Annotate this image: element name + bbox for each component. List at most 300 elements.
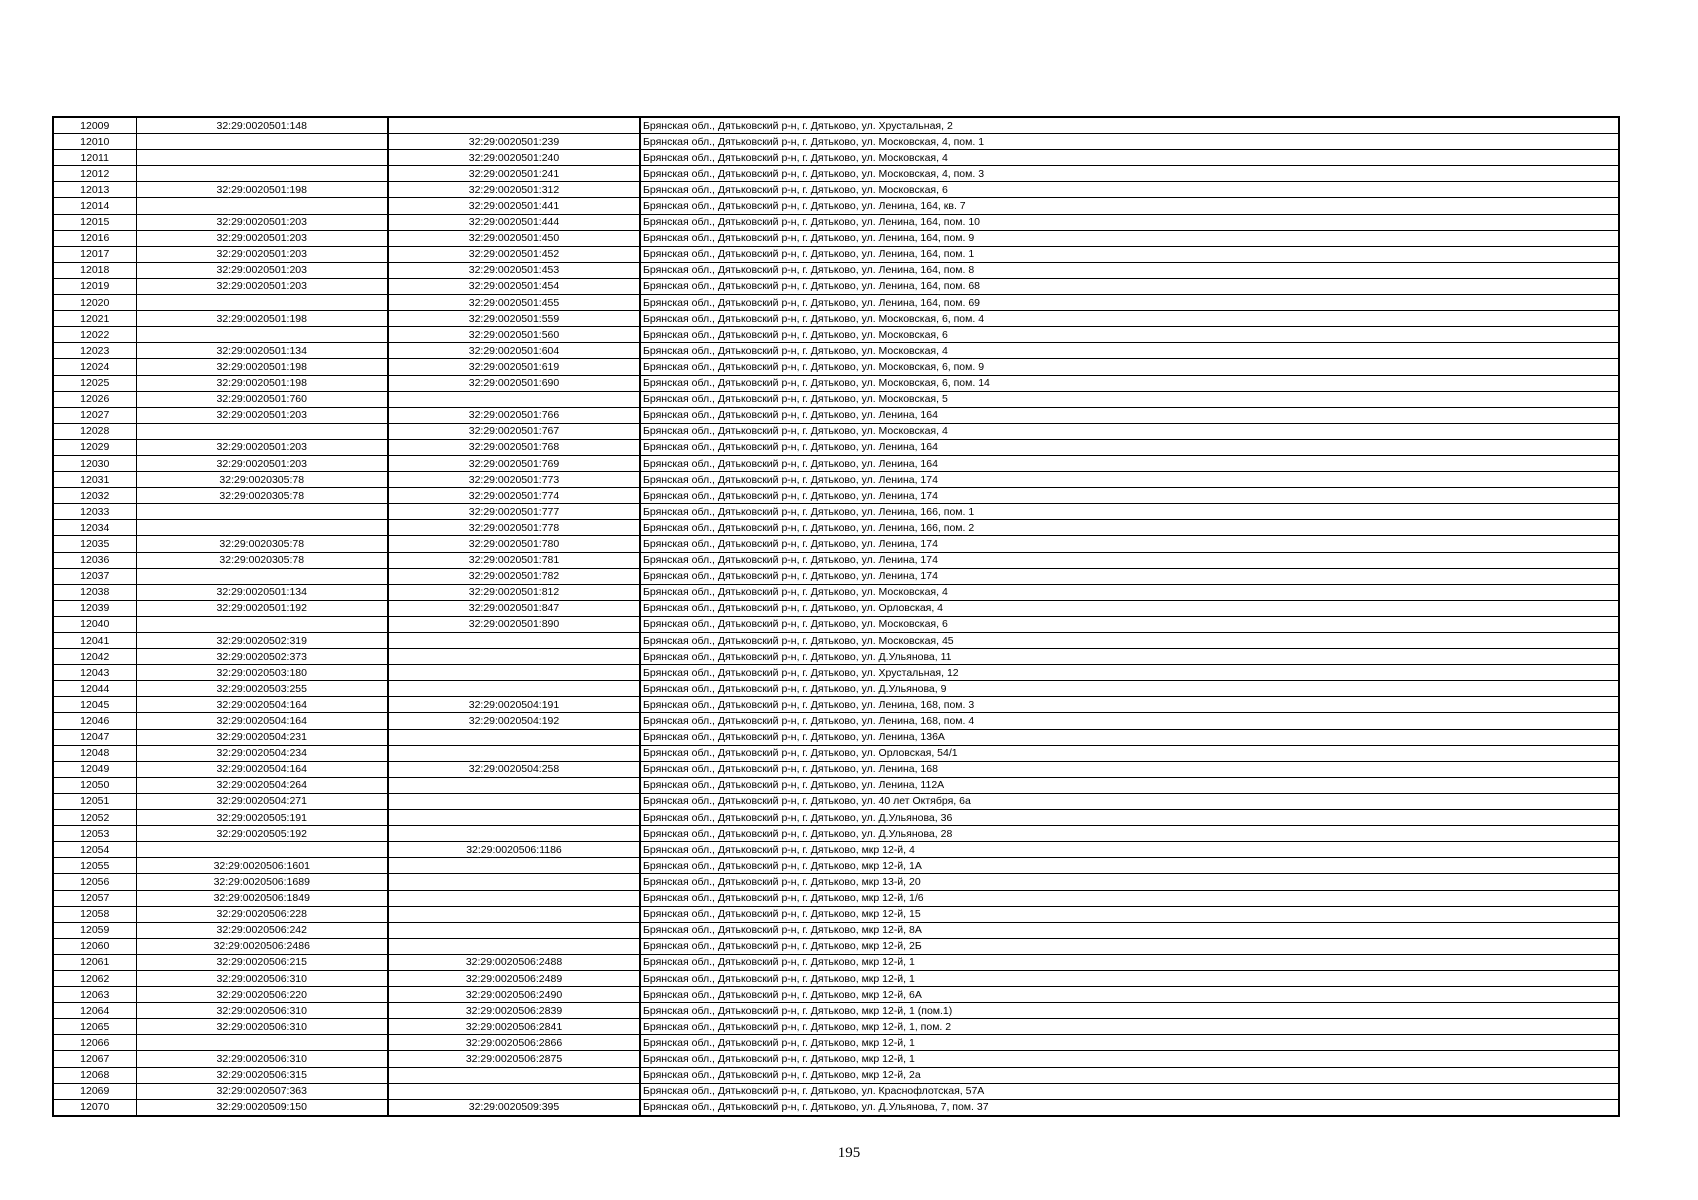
object-number-cell: 32:29:0020506:2489 bbox=[388, 970, 640, 986]
row-number-cell: 12050 bbox=[53, 777, 136, 793]
table-row bbox=[53, 665, 1619, 681]
parcel-number-cell: 32:29:0020501:148 bbox=[136, 117, 388, 134]
parcel-number-cell: 32:29:0020505:191 bbox=[136, 810, 388, 826]
table-row bbox=[53, 311, 1619, 327]
object-number-cell: 32:29:0020504:258 bbox=[388, 761, 640, 777]
row-number-cell: 12034 bbox=[53, 520, 136, 536]
row-number-cell: 12011 bbox=[53, 150, 136, 166]
row-number-cell: 12051 bbox=[53, 793, 136, 809]
object-number-cell bbox=[388, 665, 640, 681]
address-cell: Брянская обл., Дятьковский р-н, г. Дятьково, мкр 12-й, 1 bbox=[640, 1035, 1619, 1051]
row-number-cell: 12042 bbox=[53, 649, 136, 665]
parcel-number-cell: 32:29:0020506:242 bbox=[136, 922, 388, 938]
table-row bbox=[53, 633, 1619, 649]
table-row bbox=[53, 1067, 1619, 1083]
address-cell: Брянская обл., Дятьковский р-н, г. Дятьково, ул. Ленина, 174 bbox=[640, 488, 1619, 504]
address-cell: Брянская обл., Дятьковский р-н, г. Дятьково, мкр 12-й, 1 (пом.1) bbox=[640, 1003, 1619, 1019]
address-cell: Брянская обл., Дятьковский р-н, г. Дятьково, ул. Орловская, 54/1 bbox=[640, 745, 1619, 761]
parcel-number-cell: 32:29:0020504:164 bbox=[136, 713, 388, 729]
row-number-cell: 12014 bbox=[53, 198, 136, 214]
row-number-cell: 12009 bbox=[53, 117, 136, 134]
table-row bbox=[53, 616, 1619, 632]
parcel-number-cell: 32:29:0020501:203 bbox=[136, 214, 388, 230]
parcel-number-cell: 32:29:0020502:373 bbox=[136, 649, 388, 665]
address-cell: Брянская обл., Дятьковский р-н, г. Дятьково, ул. Московская, 6, пом. 14 bbox=[640, 375, 1619, 391]
table-row bbox=[53, 906, 1619, 922]
address-cell: Брянская обл., Дятьковский р-н, г. Дятьково, ул. Ленина, 164, пом. 1 bbox=[640, 246, 1619, 262]
table-row bbox=[53, 182, 1619, 198]
row-number-cell: 12022 bbox=[53, 327, 136, 343]
address-cell: Брянская обл., Дятьковский р-н, г. Дятьково, мкр 12-й, 1 bbox=[640, 954, 1619, 970]
parcel-number-cell: 32:29:0020305:78 bbox=[136, 488, 388, 504]
row-number-cell: 12018 bbox=[53, 262, 136, 278]
object-number-cell: 32:29:0020501:781 bbox=[388, 552, 640, 568]
address-cell: Брянская обл., Дятьковский р-н, г. Дятьково, ул. Московская, 4 bbox=[640, 343, 1619, 359]
address-cell: Брянская обл., Дятьковский р-н, г. Дятьково, ул. Ленина, 164, пом. 8 bbox=[640, 262, 1619, 278]
row-number-cell: 12035 bbox=[53, 536, 136, 552]
row-number-cell: 12048 bbox=[53, 745, 136, 761]
parcel-number-cell: 32:29:0020502:319 bbox=[136, 633, 388, 649]
object-number-cell: 32:29:0020504:191 bbox=[388, 697, 640, 713]
row-number-cell: 12068 bbox=[53, 1067, 136, 1083]
table-row bbox=[53, 343, 1619, 359]
object-number-cell: 32:29:0020506:2875 bbox=[388, 1051, 640, 1067]
address-cell: Брянская обл., Дятьковский р-н, г. Дятьково, ул. Ленина, 168 bbox=[640, 761, 1619, 777]
table-row bbox=[53, 230, 1619, 246]
row-number-cell: 12036 bbox=[53, 552, 136, 568]
address-cell: Брянская обл., Дятьковский р-н, г. Дятьково, ул. Московская, 45 bbox=[640, 633, 1619, 649]
table-row bbox=[53, 938, 1619, 954]
parcel-number-cell: 32:29:0020506:215 bbox=[136, 954, 388, 970]
parcel-number-cell: 32:29:0020501:134 bbox=[136, 343, 388, 359]
address-cell: Брянская обл., Дятьковский р-н, г. Дятьково, ул. Ленина, 166, пом. 1 bbox=[640, 504, 1619, 520]
address-cell: Брянская обл., Дятьковский р-н, г. Дятьково, ул. Д.Ульянова, 9 bbox=[640, 681, 1619, 697]
table-row bbox=[53, 729, 1619, 745]
table-row bbox=[53, 150, 1619, 166]
table-row bbox=[53, 842, 1619, 858]
row-number-cell: 12055 bbox=[53, 858, 136, 874]
row-number-cell: 12066 bbox=[53, 1035, 136, 1051]
object-number-cell: 32:29:0020506:2488 bbox=[388, 954, 640, 970]
object-number-cell bbox=[388, 858, 640, 874]
row-number-cell: 12027 bbox=[53, 407, 136, 423]
parcel-number-cell: 32:29:0020501:198 bbox=[136, 182, 388, 198]
address-cell: Брянская обл., Дятьковский р-н, г. Дятьково, мкр 12-й, 6А bbox=[640, 987, 1619, 1003]
parcel-number-cell: 32:29:0020501:134 bbox=[136, 584, 388, 600]
object-number-cell bbox=[388, 890, 640, 906]
object-number-cell bbox=[388, 1067, 640, 1083]
row-number-cell: 12041 bbox=[53, 633, 136, 649]
object-number-cell: 32:29:0020501:312 bbox=[388, 182, 640, 198]
address-cell: Брянская обл., Дятьковский р-н, г. Дятьково, ул. Ленина, 164, кв. 7 bbox=[640, 198, 1619, 214]
parcel-number-cell: 32:29:0020501:198 bbox=[136, 359, 388, 375]
object-number-cell: 32:29:0020501:455 bbox=[388, 295, 640, 311]
address-cell: Брянская обл., Дятьковский р-н, г. Дятьково, ул. Ленина, 164, пом. 10 bbox=[640, 214, 1619, 230]
table-row bbox=[53, 455, 1619, 471]
row-number-cell: 12029 bbox=[53, 439, 136, 455]
parcel-number-cell bbox=[136, 568, 388, 584]
object-number-cell bbox=[388, 906, 640, 922]
table-row bbox=[53, 407, 1619, 423]
object-number-cell: 32:29:0020501:773 bbox=[388, 472, 640, 488]
table-row bbox=[53, 536, 1619, 552]
parcel-number-cell: 32:29:0020305:78 bbox=[136, 552, 388, 568]
address-cell: Брянская обл., Дятьковский р-н, г. Дятьково, мкр 12-й, 2Б bbox=[640, 938, 1619, 954]
table-row bbox=[53, 375, 1619, 391]
table-row bbox=[53, 745, 1619, 761]
table-row bbox=[53, 890, 1619, 906]
parcel-number-cell: 32:29:0020506:315 bbox=[136, 1067, 388, 1083]
row-number-cell: 12059 bbox=[53, 922, 136, 938]
parcel-number-cell: 32:29:0020506:220 bbox=[136, 987, 388, 1003]
address-cell: Брянская обл., Дятьковский р-н, г. Дятьково, ул. Московская, 4 bbox=[640, 423, 1619, 439]
parcel-number-cell: 32:29:0020501:203 bbox=[136, 246, 388, 262]
parcel-number-cell bbox=[136, 423, 388, 439]
table-row bbox=[53, 391, 1619, 407]
parcel-number-cell bbox=[136, 134, 388, 150]
address-cell: Брянская обл., Дятьковский р-н, г. Дятьково, ул. Д.Ульянова, 36 bbox=[640, 810, 1619, 826]
table-row bbox=[53, 117, 1619, 134]
object-number-cell bbox=[388, 810, 640, 826]
table-row bbox=[53, 134, 1619, 150]
table-row bbox=[53, 987, 1619, 1003]
row-number-cell: 12054 bbox=[53, 842, 136, 858]
address-cell: Брянская обл., Дятьковский р-н, г. Дятьково, мкр 12-й, 8А bbox=[640, 922, 1619, 938]
table-row bbox=[53, 214, 1619, 230]
address-cell: Брянская обл., Дятьковский р-н, г. Дятьково, ул. Краснофлотская, 57А bbox=[640, 1083, 1619, 1099]
row-number-cell: 12039 bbox=[53, 600, 136, 616]
object-number-cell: 32:29:0020501:453 bbox=[388, 262, 640, 278]
parcel-number-cell bbox=[136, 520, 388, 536]
parcel-number-cell: 32:29:0020504:264 bbox=[136, 777, 388, 793]
object-number-cell bbox=[388, 649, 640, 665]
row-number-cell: 12031 bbox=[53, 472, 136, 488]
table-row bbox=[53, 359, 1619, 375]
table-row bbox=[53, 488, 1619, 504]
object-number-cell: 32:29:0020501:604 bbox=[388, 343, 640, 359]
row-number-cell: 12061 bbox=[53, 954, 136, 970]
row-number-cell: 12019 bbox=[53, 278, 136, 294]
address-cell: Брянская обл., Дятьковский р-н, г. Дятьково, ул. Д.Ульянова, 28 bbox=[640, 826, 1619, 842]
address-cell: Брянская обл., Дятьковский р-н, г. Дятьково, ул. Ленина, 164, пом. 9 bbox=[640, 230, 1619, 246]
parcel-number-cell: 32:29:0020506:2486 bbox=[136, 938, 388, 954]
object-number-cell bbox=[388, 681, 640, 697]
object-number-cell: 32:29:0020501:619 bbox=[388, 359, 640, 375]
object-number-cell: 32:29:0020501:812 bbox=[388, 584, 640, 600]
parcel-number-cell: 32:29:0020506:1849 bbox=[136, 890, 388, 906]
object-number-cell: 32:29:0020501:559 bbox=[388, 311, 640, 327]
object-number-cell bbox=[388, 391, 640, 407]
object-number-cell: 32:29:0020501:890 bbox=[388, 616, 640, 632]
parcel-number-cell bbox=[136, 198, 388, 214]
parcel-number-cell: 32:29:0020501:203 bbox=[136, 439, 388, 455]
object-number-cell: 32:29:0020501:560 bbox=[388, 327, 640, 343]
object-number-cell: 32:29:0020501:768 bbox=[388, 439, 640, 455]
object-number-cell: 32:29:0020501:774 bbox=[388, 488, 640, 504]
parcel-number-cell: 32:29:0020501:198 bbox=[136, 311, 388, 327]
address-cell: Брянская обл., Дятьковский р-н, г. Дятьково, мкр 12-й, 15 bbox=[640, 906, 1619, 922]
object-number-cell: 32:29:0020501:782 bbox=[388, 568, 640, 584]
object-number-cell: 32:29:0020501:454 bbox=[388, 278, 640, 294]
object-number-cell: 32:29:0020501:690 bbox=[388, 375, 640, 391]
address-cell: Брянская обл., Дятьковский р-н, г. Дятьково, ул. Ленина, 164, пом. 68 bbox=[640, 278, 1619, 294]
table-row bbox=[53, 970, 1619, 986]
object-number-cell: 32:29:0020506:1186 bbox=[388, 842, 640, 858]
table-row bbox=[53, 520, 1619, 536]
row-number-cell: 12058 bbox=[53, 906, 136, 922]
address-cell: Брянская обл., Дятьковский р-н, г. Дятьково, ул. Ленина, 164 bbox=[640, 439, 1619, 455]
parcel-number-cell bbox=[136, 150, 388, 166]
row-number-cell: 12069 bbox=[53, 1083, 136, 1099]
table-row bbox=[53, 327, 1619, 343]
page-number: 195 bbox=[837, 1145, 861, 1161]
row-number-cell: 12023 bbox=[53, 343, 136, 359]
table-row bbox=[53, 713, 1619, 729]
object-number-cell bbox=[388, 793, 640, 809]
parcel-number-cell bbox=[136, 295, 388, 311]
address-cell: Брянская обл., Дятьковский р-н, г. Дятьково, ул. Хрустальная, 2 bbox=[640, 117, 1619, 134]
object-number-cell bbox=[388, 1083, 640, 1099]
parcel-number-cell: 32:29:0020506:310 bbox=[136, 970, 388, 986]
parcel-number-cell: 32:29:0020504:231 bbox=[136, 729, 388, 745]
address-cell: Брянская обл., Дятьковский р-н, г. Дятьково, мкр 13-й, 20 bbox=[640, 874, 1619, 890]
parcel-number-cell: 32:29:0020505:192 bbox=[136, 826, 388, 842]
table-row bbox=[53, 649, 1619, 665]
cadastral-table bbox=[52, 116, 1620, 1117]
parcel-number-cell: 32:29:0020504:271 bbox=[136, 793, 388, 809]
table-row bbox=[53, 439, 1619, 455]
address-cell: Брянская обл., Дятьковский р-н, г. Дятьково, мкр 12-й, 1 bbox=[640, 970, 1619, 986]
row-number-cell: 12028 bbox=[53, 423, 136, 439]
row-number-cell: 12057 bbox=[53, 890, 136, 906]
object-number-cell: 32:29:0020501:847 bbox=[388, 600, 640, 616]
address-cell: Брянская обл., Дятьковский р-н, г. Дятьково, ул. Московская, 6, пом. 4 bbox=[640, 311, 1619, 327]
parcel-number-cell: 32:29:0020504:164 bbox=[136, 761, 388, 777]
row-number-cell: 12017 bbox=[53, 246, 136, 262]
parcel-number-cell: 32:29:0020503:180 bbox=[136, 665, 388, 681]
address-cell: Брянская обл., Дятьковский р-н, г. Дятьково, ул. Московская, 6, пом. 9 bbox=[640, 359, 1619, 375]
address-cell: Брянская обл., Дятьковский р-н, г. Дятьково, ул. Московская, 4 bbox=[640, 150, 1619, 166]
table-row bbox=[53, 504, 1619, 520]
parcel-number-cell: 32:29:0020503:255 bbox=[136, 681, 388, 697]
address-cell: Брянская обл., Дятьковский р-н, г. Дятьково, ул. Ленина, 136А bbox=[640, 729, 1619, 745]
parcel-number-cell: 32:29:0020501:203 bbox=[136, 455, 388, 471]
table-row bbox=[53, 166, 1619, 182]
row-number-cell: 12063 bbox=[53, 987, 136, 1003]
table-row bbox=[53, 874, 1619, 890]
row-number-cell: 12026 bbox=[53, 391, 136, 407]
row-number-cell: 12037 bbox=[53, 568, 136, 584]
address-cell: Брянская обл., Дятьковский р-н, г. Дятьково, ул. Московская, 4, пом. 1 bbox=[640, 134, 1619, 150]
address-cell: Брянская обл., Дятьковский р-н, г. Дятьково, ул. Хрустальная, 12 bbox=[640, 665, 1619, 681]
address-cell: Брянская обл., Дятьковский р-н, г. Дятьково, ул. Ленина, 174 bbox=[640, 536, 1619, 552]
table-row bbox=[53, 777, 1619, 793]
table-row bbox=[53, 568, 1619, 584]
object-number-cell bbox=[388, 922, 640, 938]
parcel-number-cell: 32:29:0020506:310 bbox=[136, 1019, 388, 1035]
row-number-cell: 12040 bbox=[53, 616, 136, 632]
address-cell: Брянская обл., Дятьковский р-н, г. Дятьково, ул. Московская, 4, пом. 3 bbox=[640, 166, 1619, 182]
parcel-number-cell: 32:29:0020501:198 bbox=[136, 375, 388, 391]
parcel-number-cell: 32:29:0020506:310 bbox=[136, 1003, 388, 1019]
parcel-number-cell: 32:29:0020501:203 bbox=[136, 278, 388, 294]
object-number-cell: 32:29:0020501:444 bbox=[388, 214, 640, 230]
object-number-cell: 32:29:0020501:766 bbox=[388, 407, 640, 423]
row-number-cell: 12047 bbox=[53, 729, 136, 745]
table-row bbox=[53, 423, 1619, 439]
address-cell: Брянская обл., Дятьковский р-н, г. Дятьково, мкр 12-й, 4 bbox=[640, 842, 1619, 858]
row-number-cell: 12012 bbox=[53, 166, 136, 182]
address-cell: Брянская обл., Дятьковский р-н, г. Дятьково, ул. Ленина, 168, пом. 4 bbox=[640, 713, 1619, 729]
object-number-cell bbox=[388, 729, 640, 745]
table-row bbox=[53, 262, 1619, 278]
row-number-cell: 12015 bbox=[53, 214, 136, 230]
table-row bbox=[53, 246, 1619, 262]
table-row bbox=[53, 697, 1619, 713]
object-number-cell: 32:29:0020501:769 bbox=[388, 455, 640, 471]
object-number-cell bbox=[388, 938, 640, 954]
object-number-cell: 32:29:0020501:450 bbox=[388, 230, 640, 246]
row-number-cell: 12038 bbox=[53, 584, 136, 600]
object-number-cell: 32:29:0020506:2841 bbox=[388, 1019, 640, 1035]
address-cell: Брянская обл., Дятьковский р-н, г. Дятьково, ул. Ленина, 174 bbox=[640, 568, 1619, 584]
address-cell: Брянская обл., Дятьковский р-н, г. Дятьково, ул. Орловская, 4 bbox=[640, 600, 1619, 616]
row-number-cell: 12044 bbox=[53, 681, 136, 697]
table-row bbox=[53, 681, 1619, 697]
row-number-cell: 12025 bbox=[53, 375, 136, 391]
address-cell: Брянская обл., Дятьковский р-н, г. Дятьково, ул. 40 лет Октября, 6а bbox=[640, 793, 1619, 809]
parcel-number-cell: 32:29:0020501:203 bbox=[136, 230, 388, 246]
object-number-cell: 32:29:0020501:767 bbox=[388, 423, 640, 439]
address-cell: Брянская обл., Дятьковский р-н, г. Дятьково, ул. Ленина, 164 bbox=[640, 455, 1619, 471]
object-number-cell: 32:29:0020501:778 bbox=[388, 520, 640, 536]
table-row bbox=[53, 1035, 1619, 1051]
parcel-number-cell: 32:29:0020506:1689 bbox=[136, 874, 388, 890]
parcel-number-cell: 32:29:0020501:203 bbox=[136, 262, 388, 278]
row-number-cell: 12024 bbox=[53, 359, 136, 375]
parcel-number-cell bbox=[136, 327, 388, 343]
parcel-number-cell: 32:29:0020504:234 bbox=[136, 745, 388, 761]
row-number-cell: 12067 bbox=[53, 1051, 136, 1067]
parcel-number-cell bbox=[136, 1035, 388, 1051]
object-number-cell: 32:29:0020501:239 bbox=[388, 134, 640, 150]
object-number-cell: 32:29:0020509:395 bbox=[388, 1099, 640, 1116]
row-number-cell: 12070 bbox=[53, 1099, 136, 1116]
address-cell: Брянская обл., Дятьковский р-н, г. Дятьково, ул. Ленина, 164 bbox=[640, 407, 1619, 423]
row-number-cell: 12065 bbox=[53, 1019, 136, 1035]
parcel-number-cell: 32:29:0020509:150 bbox=[136, 1099, 388, 1116]
object-number-cell: 32:29:0020506:2490 bbox=[388, 987, 640, 1003]
table-row bbox=[53, 922, 1619, 938]
address-cell: Брянская обл., Дятьковский р-н, г. Дятьково, ул. Ленина, 166, пом. 2 bbox=[640, 520, 1619, 536]
address-cell: Брянская обл., Дятьковский р-н, г. Дятьково, ул. Д.Ульянова, 11 bbox=[640, 649, 1619, 665]
object-number-cell: 32:29:0020504:192 bbox=[388, 713, 640, 729]
table-row bbox=[53, 1051, 1619, 1067]
parcel-number-cell: 32:29:0020507:363 bbox=[136, 1083, 388, 1099]
object-number-cell bbox=[388, 117, 640, 134]
table-row bbox=[53, 1083, 1619, 1099]
address-cell: Брянская обл., Дятьковский р-н, г. Дятьково, ул. Московская, 5 bbox=[640, 391, 1619, 407]
table-row bbox=[53, 584, 1619, 600]
row-number-cell: 12013 bbox=[53, 182, 136, 198]
address-cell: Брянская обл., Дятьковский р-н, г. Дятьково, ул. Московская, 6 bbox=[640, 327, 1619, 343]
row-number-cell: 12043 bbox=[53, 665, 136, 681]
table-row bbox=[53, 1003, 1619, 1019]
address-cell: Брянская обл., Дятьковский р-н, г. Дятьково, ул. Ленина, 174 bbox=[640, 552, 1619, 568]
table-row bbox=[53, 1019, 1619, 1035]
object-number-cell: 32:29:0020506:2839 bbox=[388, 1003, 640, 1019]
parcel-number-cell: 32:29:0020506:228 bbox=[136, 906, 388, 922]
address-cell: Брянская обл., Дятьковский р-н, г. Дятьково, ул. Ленина, 168, пом. 3 bbox=[640, 697, 1619, 713]
table-row bbox=[53, 278, 1619, 294]
address-cell: Брянская обл., Дятьковский р-н, г. Дятьково, ул. Московская, 6 bbox=[640, 182, 1619, 198]
parcel-number-cell: 32:29:0020305:78 bbox=[136, 536, 388, 552]
row-number-cell: 12052 bbox=[53, 810, 136, 826]
table-row bbox=[53, 858, 1619, 874]
address-cell: Брянская обл., Дятьковский р-н, г. Дятьково, ул. Д.Ульянова, 7, пом. 37 bbox=[640, 1099, 1619, 1116]
table-row bbox=[53, 761, 1619, 777]
row-number-cell: 12032 bbox=[53, 488, 136, 504]
object-number-cell: 32:29:0020501:441 bbox=[388, 198, 640, 214]
parcel-number-cell bbox=[136, 166, 388, 182]
parcel-number-cell bbox=[136, 616, 388, 632]
table-row bbox=[53, 826, 1619, 842]
object-number-cell: 32:29:0020501:780 bbox=[388, 536, 640, 552]
parcel-number-cell: 32:29:0020501:203 bbox=[136, 407, 388, 423]
address-cell: Брянская обл., Дятьковский р-н, г. Дятьково, мкр 12-й, 1А bbox=[640, 858, 1619, 874]
parcel-number-cell bbox=[136, 842, 388, 858]
address-cell: Брянская обл., Дятьковский р-н, г. Дятьково, мкр 12-й, 1, пом. 2 bbox=[640, 1019, 1619, 1035]
row-number-cell: 12049 bbox=[53, 761, 136, 777]
object-number-cell bbox=[388, 745, 640, 761]
table-row bbox=[53, 954, 1619, 970]
row-number-cell: 12010 bbox=[53, 134, 136, 150]
parcel-number-cell: 32:29:0020504:164 bbox=[136, 697, 388, 713]
object-number-cell: 32:29:0020501:240 bbox=[388, 150, 640, 166]
table-row bbox=[53, 1099, 1619, 1116]
row-number-cell: 12021 bbox=[53, 311, 136, 327]
parcel-number-cell: 32:29:0020501:192 bbox=[136, 600, 388, 616]
table-row bbox=[53, 810, 1619, 826]
address-cell: Брянская обл., Дятьковский р-н, г. Дятьково, мкр 12-й, 2а bbox=[640, 1067, 1619, 1083]
address-cell: Брянская обл., Дятьковский р-н, г. Дятьково, ул. Московская, 6 bbox=[640, 616, 1619, 632]
row-number-cell: 12030 bbox=[53, 455, 136, 471]
table-row bbox=[53, 295, 1619, 311]
object-number-cell: 32:29:0020501:452 bbox=[388, 246, 640, 262]
address-cell: Брянская обл., Дятьковский р-н, г. Дятьково, мкр 12-й, 1/6 bbox=[640, 890, 1619, 906]
object-number-cell: 32:29:0020506:2866 bbox=[388, 1035, 640, 1051]
table-row bbox=[53, 472, 1619, 488]
table-row bbox=[53, 793, 1619, 809]
address-cell: Брянская обл., Дятьковский р-н, г. Дятьково, ул. Ленина, 112А bbox=[640, 777, 1619, 793]
parcel-number-cell: 32:29:0020506:310 bbox=[136, 1051, 388, 1067]
table-row bbox=[53, 600, 1619, 616]
address-cell: Брянская обл., Дятьковский р-н, г. Дятьково, ул. Московская, 4 bbox=[640, 584, 1619, 600]
object-number-cell: 32:29:0020501:241 bbox=[388, 166, 640, 182]
row-number-cell: 12016 bbox=[53, 230, 136, 246]
address-cell: Брянская обл., Дятьковский р-н, г. Дятьково, мкр 12-й, 1 bbox=[640, 1051, 1619, 1067]
object-number-cell bbox=[388, 633, 640, 649]
parcel-number-cell bbox=[136, 504, 388, 520]
address-cell: Брянская обл., Дятьковский р-н, г. Дятьково, ул. Ленина, 164, пом. 69 bbox=[640, 295, 1619, 311]
parcel-number-cell: 32:29:0020305:78 bbox=[136, 472, 388, 488]
row-number-cell: 12060 bbox=[53, 938, 136, 954]
row-number-cell: 12045 bbox=[53, 697, 136, 713]
row-number-cell: 12056 bbox=[53, 874, 136, 890]
row-number-cell: 12020 bbox=[53, 295, 136, 311]
row-number-cell: 12064 bbox=[53, 1003, 136, 1019]
object-number-cell bbox=[388, 777, 640, 793]
